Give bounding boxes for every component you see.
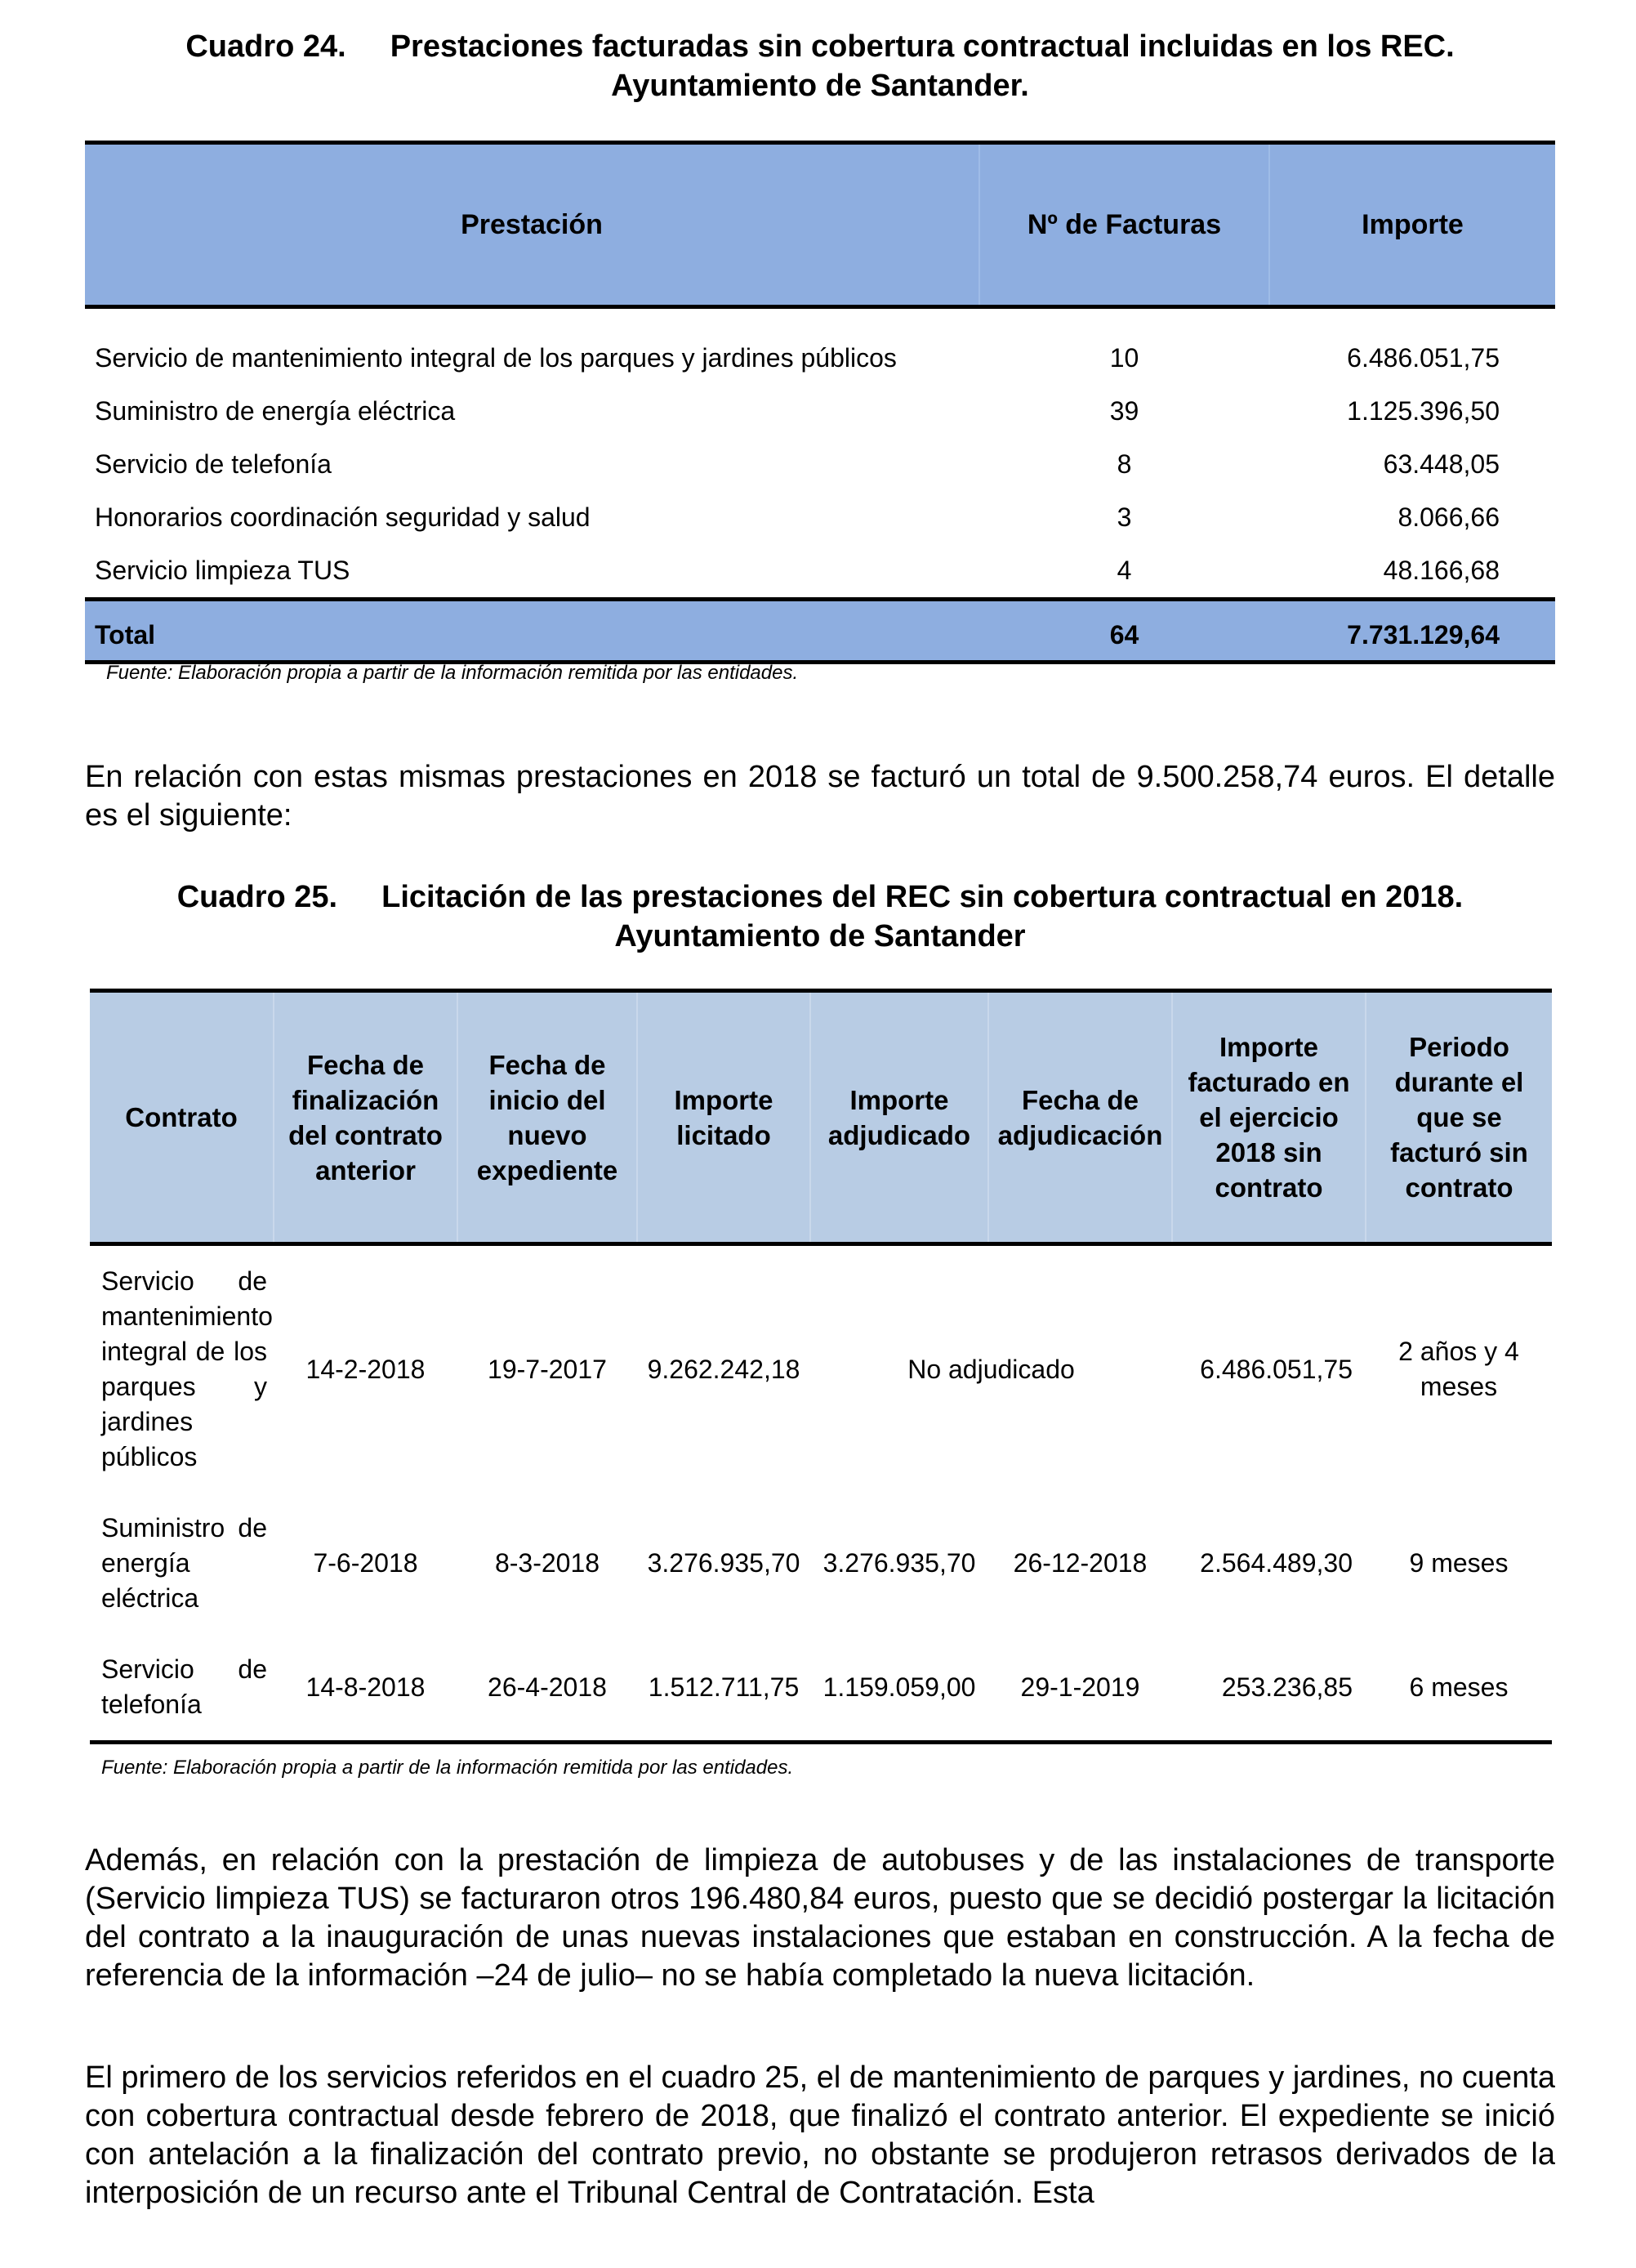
header-fecha-adjudicacion: Fecha de adjudicación <box>988 991 1172 1244</box>
cell-prestacion: Servicio limpieza TUS <box>95 556 350 585</box>
cell-no-adjudicado: No adjudicado <box>907 1354 1075 1384</box>
table-row <box>90 1493 1552 1634</box>
cell-fecha-fin: 14-8-2018 <box>274 1634 457 1743</box>
paragraph-1: En relación con estas mismas prestaciones en 2018 se facturó un total de 9.500.258,74 euros. El detalle es el siguiente: <box>85 760 1555 833</box>
table-row <box>85 491 1555 544</box>
cuadro24-title: Prestaciones facturadas sin cobertura contractual incluidas en los REC. <box>390 29 1455 64</box>
header-periodo: Periodo durante el que se facturó sin contrato <box>1366 991 1552 1244</box>
cell-importe: 1.125.396,50 <box>1347 396 1500 426</box>
cell-facturas: 8 <box>1117 449 1132 479</box>
cell-fecha-fin: 14-2-2018 <box>305 1354 426 1384</box>
table-header-row <box>85 143 1555 307</box>
total-facturas: 64 <box>979 600 1269 663</box>
cuadro24-number: Cuadro 24. <box>185 29 346 64</box>
cell-periodo: 2 años y 4 meses <box>1398 1337 1519 1401</box>
cell-facturas: 4 <box>1117 556 1132 585</box>
table-row <box>90 1634 1552 1743</box>
header-fecha-finalizacion: Fecha de finalización del contrato anterior <box>274 991 457 1244</box>
cell-prestacion: Suministro de energía eléctrica <box>95 396 456 426</box>
cell-prestacion: Honorarios coordinación seguridad y salud <box>95 502 591 532</box>
cell-licitado: 9.262.242,18 <box>647 1354 800 1384</box>
table-header-row <box>90 991 1552 1244</box>
paragraph-2: Además, en relación con la prestación de limpieza de autobuses y de las instalaciones de transporte (Servicio limpieza TUS) se facturaron otros 196.480,84 euros, puesto que se decidió postergar la licitación del contrato a la inauguración de unas nuevas instalaciones que estaban en construcción. A la fecha de referencia de la información –24 de julio– no se había completado la nueva licitación. <box>85 1843 1555 1993</box>
header-prestacion: Prestación <box>85 143 979 307</box>
cell-facturado: 2.564.489,30 <box>1200 1548 1353 1578</box>
cell-facturas: 3 <box>1117 502 1132 532</box>
cell-fecha-inicio: 19-7-2017 <box>488 1354 607 1384</box>
table-row <box>85 544 1555 600</box>
cell-facturas: 39 <box>1109 396 1139 426</box>
cuadro25-number: Cuadro 25. <box>176 880 338 914</box>
cell-contrato: Servicio de mantenimiento integral de los parques y jardines públicos <box>101 1266 273 1471</box>
cell-fecha-adjudicacion: 26-12-2018 <box>1013 1548 1148 1578</box>
header-importe-licitado: Importe licitado <box>637 991 810 1244</box>
cell-adjudicado: 3.276.935,70 <box>822 1548 976 1578</box>
cell-periodo: 9 meses <box>1409 1548 1509 1578</box>
total-row <box>85 600 1555 663</box>
cell-fecha-fin: 7-6-2018 <box>313 1548 418 1578</box>
cell-importe: 63.448,05 <box>1383 449 1500 479</box>
cell-periodo: 6 meses <box>1366 1634 1552 1743</box>
total-importe: 7.731.129,64 <box>1269 600 1555 663</box>
cuadro24-source: Fuente: Elaboración propia a partir de la información remitida por las entidades. <box>106 662 799 684</box>
header-contrato: Contrato <box>90 991 274 1244</box>
cell-licitado: 1.512.711,75 <box>637 1634 810 1743</box>
cuadro25-source: Fuente: Elaboración propia a partir de la información remitida por las entidades. <box>101 1757 794 1779</box>
cell-prestacion: Servicio de telefonía <box>95 449 332 479</box>
cell-facturado: 253.236,85 <box>1172 1634 1366 1743</box>
header-fecha-inicio: Fecha de inicio del nuevo expediente <box>457 991 637 1244</box>
table-row <box>85 438 1555 491</box>
paragraph-3: El primero de los servicios referidos en el cuadro 25, el de mantenimiento de parques y jardines, no cuenta con cobertura contractual desde febrero de 2018, que finalizó el contrato anterior. El expediente se inició con antelación a la finalización del contrato previo, no obstante se produjeron retrasos derivados de la interposición de un recurso ante el Tribunal Central de Contratación. Esta <box>85 2060 1555 2210</box>
header-importe-facturado: Importe facturado en el ejercicio 2018 sin contrato <box>1172 991 1366 1244</box>
cell-facturas: 10 <box>1109 343 1139 373</box>
cell-adjudicado: 1.159.059,00 <box>810 1634 988 1743</box>
cell-importe: 48.166,68 <box>1383 556 1500 585</box>
cell-licitado: 3.276.935,70 <box>647 1548 800 1578</box>
cuadro24-subtitle: Ayuntamiento de Santander. <box>611 69 1029 103</box>
cell-importe: 6.486.051,75 <box>1347 343 1500 373</box>
header-importe: Importe <box>1269 143 1555 307</box>
cell-contrato: Suministro de energía eléctrica <box>101 1513 267 1613</box>
total-label: Total <box>85 600 979 663</box>
cuadro25-subtitle: Ayuntamiento de Santander <box>614 919 1026 953</box>
cell-facturado: 6.486.051,75 <box>1200 1354 1353 1384</box>
cuadro25-table <box>90 989 1552 1744</box>
table-row <box>85 385 1555 438</box>
cell-fecha-inicio: 26-4-2018 <box>457 1634 637 1743</box>
cell-fecha-adjudicacion: 29-1-2019 <box>988 1634 1172 1743</box>
cell-importe: 8.066,66 <box>1398 502 1500 532</box>
cuadro24-caption <box>85 27 1555 105</box>
table-row <box>90 1244 1552 1493</box>
cell-contrato: Servicio de telefonía <box>90 1634 274 1743</box>
cuadro25-title: Licitación de las prestaciones del REC sin cobertura contractual en 2018. <box>381 880 1464 914</box>
table-row <box>85 307 1555 386</box>
cell-fecha-inicio: 8-3-2018 <box>494 1548 600 1578</box>
header-num-facturas: Nº de Facturas <box>979 143 1269 307</box>
cuadro24-table <box>85 141 1555 664</box>
header-importe-adjudicado: Importe adjudicado <box>810 991 988 1244</box>
cuadro25-caption <box>85 877 1555 956</box>
cell-prestacion: Servicio de mantenimiento integral de los parques y jardines públicos <box>95 343 897 373</box>
